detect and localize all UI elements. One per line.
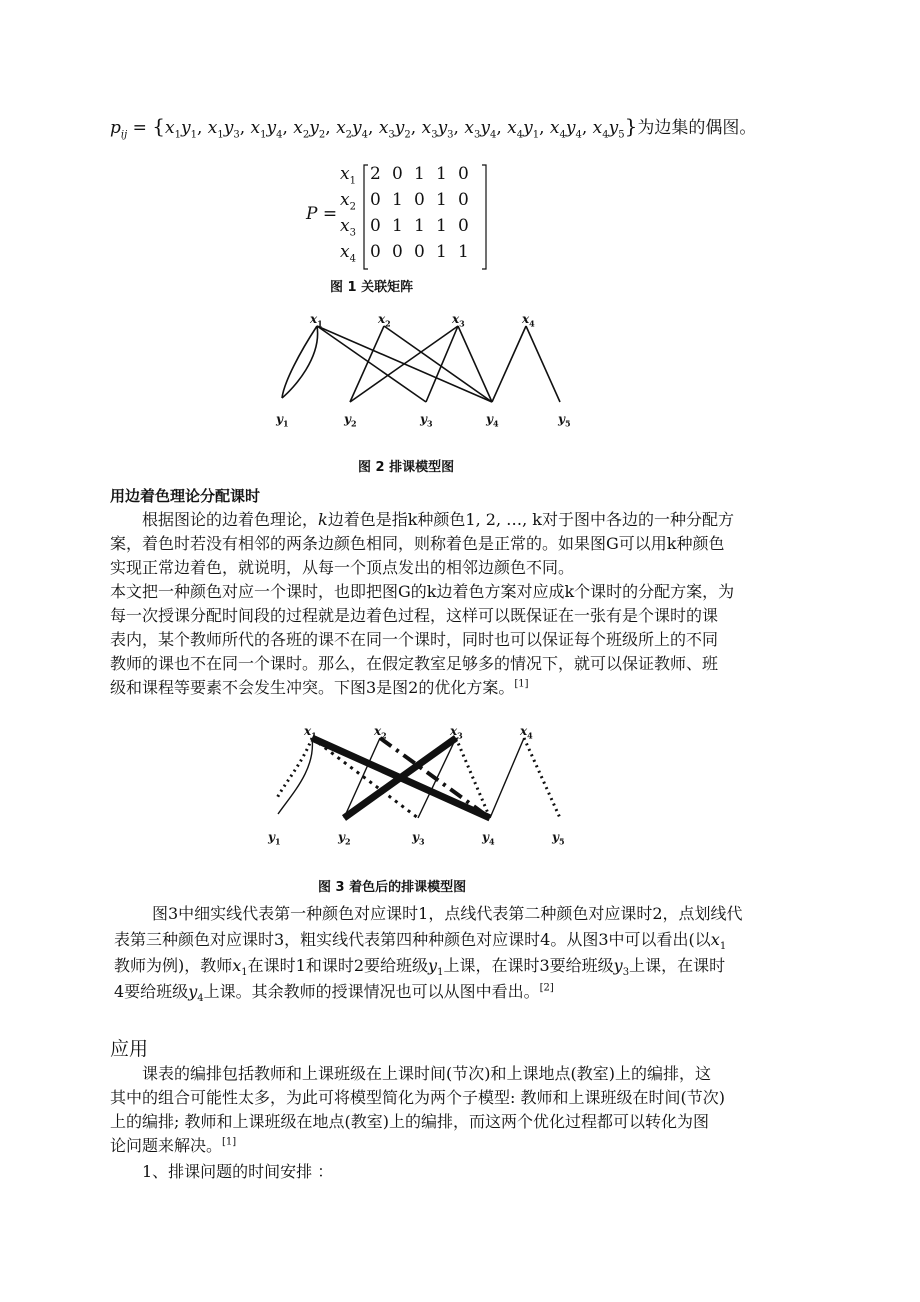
- section2-item1: 1、排课问题的时间安排 ：: [142, 1162, 334, 1181]
- matrix-cell: 0: [392, 164, 403, 184]
- p2-l5-text: 级和课程等要素不会发生冲突。下图3是图2的优化方案。: [110, 678, 515, 697]
- formula-edge: $x_2y_4$: [336, 118, 369, 141]
- para3-l3-var1: x: [232, 956, 242, 975]
- formula-eq: =: [127, 118, 153, 138]
- section1-p2-line3: 表内，某个教师所代的各班的课不在同一个课时，同时也可以保证每个班级所上的不同: [110, 630, 719, 649]
- para3-l2-sub: 1: [719, 941, 727, 953]
- section1-p1-line3: 实现正常边着色，就说明，从每一个顶点发出的相邻边颜色不同。: [110, 558, 575, 577]
- fig1-caption: 图 1 关联矩阵: [330, 280, 414, 295]
- vertex-label: $y_4$: [482, 830, 495, 847]
- fig2-edge-x4y4: [492, 326, 526, 402]
- formula-edge: $x_1y_1$: [165, 118, 197, 141]
- formula-brace-close: }: [624, 114, 638, 138]
- formula-tail: 为边集的偶图。: [637, 118, 757, 138]
- vertex-label: $y_5$: [552, 830, 565, 847]
- vertex-label: $y_1$: [276, 412, 289, 429]
- fig3-caption: 图 3 着色后的排课模型图: [318, 880, 467, 895]
- section1-p2-line4: 教师的课也不在同一个课时。那么，在假定教室足够多的情况下，就可以保证教师、班: [110, 654, 719, 673]
- matrix-cell: 0: [458, 190, 469, 210]
- matrix-cell: 1: [436, 216, 447, 236]
- para3-l4-var: y: [188, 982, 198, 1001]
- formula-brace-open: {: [152, 114, 165, 138]
- section1-title: 用边着色理论分配课时: [110, 487, 261, 505]
- para3-l3-var2: y: [428, 956, 438, 975]
- section2-title: 应用: [110, 1038, 149, 1060]
- formula-edge: $x_4y_1$: [507, 118, 540, 141]
- section2-line1: 课表的编排包括教师和上课班级在上课时间(节次)和上课地点(教室)上的编排，这: [142, 1064, 711, 1083]
- matrix-cell: 0: [392, 242, 403, 262]
- matrix-cell: 2: [370, 164, 381, 184]
- para3-l2-var: x: [710, 930, 720, 949]
- fig2-edge-x1y1-b: [282, 326, 318, 398]
- formula-edge: $x_3y_3$: [421, 118, 454, 141]
- formula-edge: $x_1y_3$: [207, 118, 240, 141]
- p1-l1-b: 边着色是指k种颜色1, 2, …, k对于图中各边的一种分配方: [327, 510, 734, 529]
- formula-edge: $x_1y_4$: [250, 118, 283, 141]
- matrix-brackets: [362, 162, 492, 272]
- formula-edge: $x_3y_4$: [464, 118, 497, 141]
- fig3-edge-x4y4-thin: [490, 738, 524, 818]
- vertex-label: $x_3$: [452, 312, 465, 329]
- fig2-caption: 图 2 排课模型图: [358, 460, 455, 475]
- section1-p1-line2: 案，着色时若没有相邻的两条边颜色相同，则称着色是正常的。如果图G可以用k种颜色: [110, 534, 725, 553]
- citation: [1]: [222, 1136, 237, 1148]
- para3-l3-d: 上课，在课时: [629, 956, 726, 975]
- para3-l3-b: 在课时1和课时2要给班级: [247, 956, 429, 975]
- formula-edge-list: $x_1y_1$, $x_1y_3$, $x_1y_4$, $x_2y_2$, $x_2y_4$, $x_3y_2$, $x_3y_3$, $x_3y_4$, $x_4y_1$, $x_4y_4$, $x_4y_5$: [165, 118, 625, 141]
- vertex-label: $y_2$: [338, 830, 351, 847]
- vertex-label: $y_3$: [412, 830, 425, 847]
- para3-l3-a: 教师为例)，教师: [114, 956, 233, 975]
- vertex-label: $y_2$: [344, 412, 357, 429]
- para3-l4-a: 4要给班级: [114, 982, 189, 1001]
- formula-edge: $x_4y_5$: [592, 118, 625, 141]
- p1-l1-a: 根据图论的边着色理论，: [142, 510, 319, 529]
- section1-p2-line5: [110, 676, 830, 700]
- matrix-cell: 0: [370, 242, 381, 262]
- vertex-label: $x_2$: [374, 724, 387, 741]
- matrix-cell: 0: [370, 216, 381, 236]
- fig2-edge-x4y5: [526, 326, 560, 402]
- matrix-row-label: $x_3$: [340, 216, 356, 239]
- matrix-row-label: $x_4$: [340, 242, 356, 265]
- formula-edge: $x_2y_2$: [293, 118, 326, 141]
- fig3-edge-x4y5-dotted: [524, 738, 560, 818]
- section2-l4-text: 论问题来解决。: [110, 1136, 223, 1155]
- formula-lhs: p: [110, 118, 121, 138]
- vertex-label: $y_1$: [268, 830, 281, 847]
- section1-p1-line1: [110, 508, 862, 532]
- section1-p2-line1: 本文把一种颜色对应一个课时，也即把图G的k边着色方案对应成k个课时的分配方案，为: [110, 582, 735, 601]
- matrix-cell: 1: [392, 216, 403, 236]
- vertex-label: $x_1$: [304, 724, 317, 741]
- matrix-row-label: $x_2$: [340, 190, 356, 213]
- section2-line3: 上的编排; 教师和上课班级在地点(教室)上的编排，而这两个优化过程都可以转化为图: [110, 1112, 709, 1131]
- formula-edge: $x_3y_2$: [378, 118, 411, 141]
- matrix-cell: 0: [458, 216, 469, 236]
- matrix-cell: 1: [436, 190, 447, 210]
- formula-edge: $x_4y_4$: [549, 118, 582, 141]
- para3-l3-var3: y: [613, 956, 623, 975]
- citation: [1]: [514, 678, 529, 690]
- vertex-label: $y_4$: [486, 412, 499, 429]
- matrix-row-label: $x_1$: [340, 164, 356, 187]
- matrix-cell: 1: [392, 190, 403, 210]
- p1-l1-k: k: [318, 510, 328, 529]
- para3-l2-text: 表第三种颜色对应课时3，粗实线代表第四种种颜色对应课时4。从图3中可以看出(以: [114, 930, 711, 949]
- matrix-cell: 1: [436, 164, 447, 184]
- para3-l3-sub1: 1: [241, 967, 248, 979]
- matrix-cell: 1: [414, 216, 425, 236]
- fig3-graph: [262, 724, 592, 848]
- matrix-cell: 1: [414, 164, 425, 184]
- section2-line2: 其中的组合可能性太多，为此可将模型简化为两个子模型: 教师和上课班级在时间(节次): [110, 1088, 725, 1107]
- para3-l4-b: 上课。其余教师的授课情况也可以从图中看出。: [203, 982, 540, 1001]
- matrix-cell: 1: [458, 242, 469, 262]
- para3-l4-sub: 4: [197, 993, 204, 1005]
- fig2-edge-x1y3: [317, 326, 426, 402]
- para3-line1: 图3中细实线代表第一种颜色对应课时1，点线代表第二种颜色对应课时2，点划线代: [152, 904, 743, 923]
- matrix-cell: 1: [436, 242, 447, 262]
- para3-l3-sub2: 1: [437, 967, 444, 979]
- vertex-label: $x_4$: [522, 312, 535, 329]
- matrix-cell: 0: [370, 190, 381, 210]
- matrix-cell: 0: [458, 164, 469, 184]
- para3-line4: [114, 980, 834, 1011]
- section1-p2-line2: 每一次授课分配时间段的过程就是边着色过程，这样可以既保证在一张有是个课时的课: [110, 606, 719, 625]
- para3-l3-sub3: 3: [622, 967, 630, 979]
- formula-lhs-sub: ij: [120, 129, 128, 141]
- vertex-label: $x_2$: [378, 312, 391, 329]
- vertex-label: $y_3$: [420, 412, 433, 429]
- vertex-label: $x_1$: [310, 312, 323, 329]
- vertex-label: $y_5$: [558, 412, 571, 429]
- vertex-label: $x_3$: [450, 724, 463, 741]
- matrix-cell: 0: [414, 190, 425, 210]
- matrix-name: P =: [306, 204, 338, 224]
- vertex-label: $x_4$: [520, 724, 533, 741]
- fig2-edge-x1y1-a: [282, 326, 317, 398]
- citation: [2]: [539, 982, 554, 994]
- incidence-matrix: [306, 162, 506, 272]
- edge-set-formula: [110, 114, 830, 147]
- para3-l3-c: 上课，在课时3要给班级: [443, 956, 614, 975]
- matrix-cell: 0: [414, 242, 425, 262]
- fig3-edge-x3y2-thick: [344, 738, 456, 818]
- section2-line4: [110, 1134, 830, 1158]
